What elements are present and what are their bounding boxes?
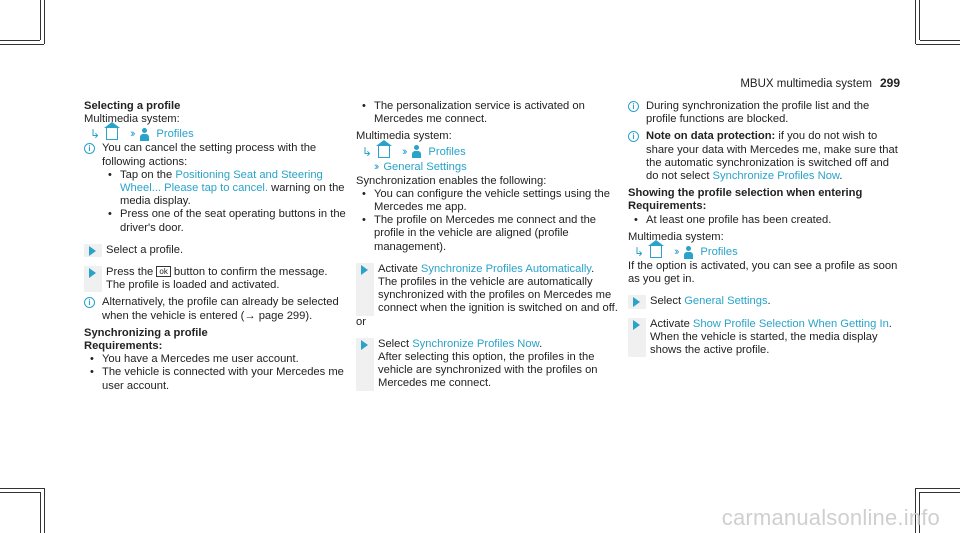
note-sync-blocked: i During synchronization the profile list and the profile functions are blocked. (628, 100, 898, 126)
crop-mark (920, 40, 960, 41)
double-chevron-icon: ›› (130, 128, 134, 141)
crop-mark (44, 0, 45, 44)
double-chevron-icon: ›› (374, 160, 378, 173)
info-icon: i (84, 143, 95, 154)
step-arrow-icon (356, 263, 374, 316)
step-result: The profile is loaded and activated. (106, 279, 280, 292)
person-icon (683, 246, 694, 259)
column-1 (84, 100, 354, 393)
column-2 (356, 100, 626, 391)
info-icon: i (628, 101, 639, 112)
multimedia-system-label: Multimedia system: (84, 113, 180, 126)
note-alternative: i Alternatively, the profile can already be selected when the vehicle is entered (→ page 299). (84, 296, 354, 322)
menu-path (628, 244, 898, 260)
note-cancel-text: You can cancel the setting process with the following actions: (102, 142, 317, 168)
sync-intro: Synchronization enables the following: (356, 174, 547, 187)
option-show-profile-selection: Show Profile Selection When Getting In (692, 317, 889, 330)
list-item: • You can configure the vehicle settings using the Mercedes me app. (362, 187, 610, 214)
arrow-icon: ↳ (634, 245, 645, 260)
list-item: • The profile on Mercedes me connect and the profile in the vehicle are aligned (profile management). (362, 214, 597, 253)
warning-text: Positioning Seat and Steering Wheel... Please tap to cancel. (120, 168, 323, 195)
page-header (0, 76, 900, 90)
multimedia-system-label: Multimedia system: (628, 230, 724, 243)
path-profiles: Profiles (700, 246, 738, 259)
option-sync-now: Synchronize Profiles Now (412, 337, 540, 350)
home-icon (106, 128, 118, 140)
arrow-icon: ↳ (90, 127, 101, 142)
home-icon (378, 146, 390, 158)
list-item: • You have a Mercedes me user account. (90, 353, 299, 366)
menu-path (356, 144, 626, 160)
crop-mark (0, 488, 44, 489)
step-result: When the vehicle is started, the media display shows the active profile. (650, 330, 878, 357)
option-description: If the option is activated, you can see a profile as soon as you get in. (628, 260, 898, 286)
menu-path-sub (356, 160, 626, 175)
requirements-label: Requirements: (628, 200, 707, 213)
home-icon (650, 246, 662, 258)
crop-mark (0, 40, 40, 41)
menu-path (84, 126, 354, 142)
or-label: or (356, 315, 366, 328)
person-icon (411, 145, 422, 158)
path-general-settings: General Settings (383, 160, 467, 173)
crop-mark (0, 44, 44, 45)
list-item: • Tap on the Positioning Seat and Steering Wheel... Please tap to cancel. warning on the media display. (108, 168, 345, 208)
person-icon (139, 128, 150, 141)
option-general-settings: General Settings (684, 295, 768, 308)
step-arrow-icon (628, 318, 646, 358)
heading-synchronizing: Synchronizing a profile (84, 326, 208, 339)
step-activate-show-profile: Activate Show Profile Selection When Getting In. When the vehicle is started, the media display shows the active profile. (628, 318, 898, 358)
requirements-label: Requirements: (84, 340, 163, 353)
list-item: • At least one profile has been created. (634, 213, 832, 226)
double-chevron-icon: ›› (402, 145, 406, 158)
ok-button-icon: ok (156, 266, 170, 277)
watermark: carmanualsonline.info (721, 505, 940, 530)
heading-show-profile-selection: Showing the profile selection when entering (628, 187, 863, 200)
step-activate-auto-sync: Activate Synchronize Profiles Automatically. The profiles in the vehicle are automatically synchronized with the profiles on Mercedes me connect when the ignition is switched on and off. (356, 263, 626, 316)
crop-mark (920, 492, 960, 493)
header-title: MBUX multimedia system (740, 78, 872, 90)
step-arrow-icon (356, 338, 374, 391)
crop-mark (40, 0, 41, 40)
heading-selecting-profile: Selecting a profile (84, 100, 181, 112)
step-sync-now: Select Synchronize Profiles Now. After selecting this option, the profiles in the vehicle are synchronized with the profiles on Mercedes me connect. (356, 338, 626, 391)
multimedia-system-label: Multimedia system: (356, 130, 452, 143)
crop-mark (40, 492, 41, 533)
list-item: • The vehicle is connected with your Mercedes me user account. (90, 366, 344, 392)
step-select-general-settings: Select General Settings. (628, 295, 898, 308)
step-arrow-icon (84, 266, 102, 292)
note-cancel (84, 142, 354, 168)
path-profiles: Profiles (428, 145, 466, 158)
step-result: The profiles in the vehicle are automatically synchronized with the profiles on Mercedes me connect when the ignition is switched on and off. (378, 276, 618, 315)
note-data-protection: i Note on data protection: if you do not wish to share your data with Mercedes me, make sure that the automatic synchronization is switched off and do not select Synchronize Profiles Now. (628, 130, 898, 183)
info-icon: i (84, 297, 95, 308)
crop-mark (919, 0, 920, 40)
step-arrow-icon (84, 244, 102, 257)
crop-mark (44, 488, 45, 533)
list-item: • The personalization service is activated on Mercedes me connect. (362, 100, 585, 126)
page-number: 299 (879, 76, 900, 90)
step-confirm: Press the ok button to confirm the message. The profile is loaded and activated. (84, 266, 354, 292)
column-3 (628, 100, 898, 357)
crop-mark (0, 492, 40, 493)
crop-mark (915, 0, 916, 44)
crop-mark (916, 488, 960, 489)
path-profiles: Profiles (156, 128, 194, 141)
double-chevron-icon: ›› (674, 246, 678, 259)
option-auto-sync: Synchronize Profiles Automatically (420, 262, 592, 275)
arrow-icon: ↳ (362, 144, 373, 159)
crop-mark (916, 44, 960, 45)
step-arrow-icon (628, 295, 646, 308)
list-item: • Press one of the seat operating buttons in the driver's door. (108, 208, 346, 234)
step-select-profile: Select a profile. (84, 244, 354, 257)
option-sync-now: Synchronize Profiles Now (712, 170, 840, 183)
info-icon: i (628, 131, 639, 142)
step-result: After selecting this option, the profiles in the vehicle are synchronized with the profiles on Mercedes me connect. (378, 351, 598, 390)
